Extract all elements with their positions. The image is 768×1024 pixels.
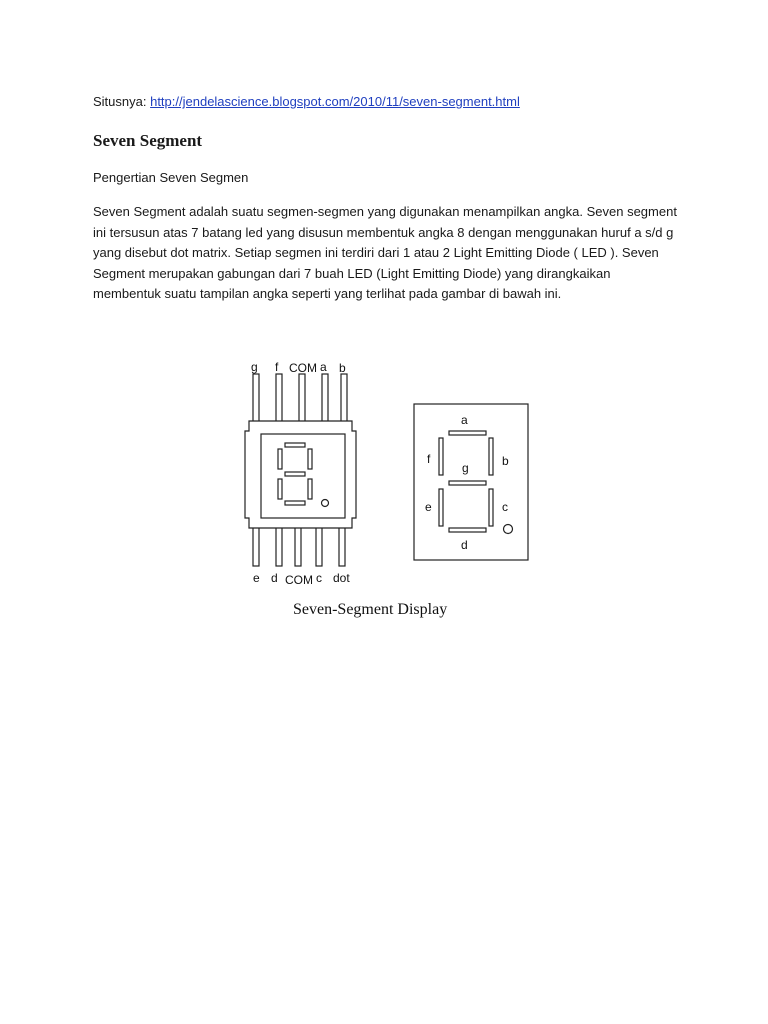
segment-label-e: e: [425, 500, 432, 514]
pin-label-top-f: f: [275, 360, 279, 374]
segment-d: [449, 528, 486, 532]
segment-g: [449, 481, 486, 485]
segment-label-b: b: [502, 454, 509, 468]
segment-label-f: f: [427, 452, 431, 466]
pin-label-top-b: b: [339, 361, 346, 375]
section-subtitle: Pengertian Seven Segmen: [93, 170, 249, 185]
paragraph-line: ini tersusun atas 7 batang led yang disusun membentuk angka 8 dengan menggunakan huruf a s/d g: [93, 224, 674, 240]
seven-segment-figure: [238, 352, 538, 622]
paragraph-line: yang disebut dot matrix. Setiap segmen ini terdiri dari 1 atau 2 Light Emitting Diode ( LED ). Seven: [93, 245, 659, 260]
pin-label-top-a: a: [320, 360, 327, 374]
pin-label-bottom-com: COM: [285, 573, 313, 587]
segment-g-small: [285, 472, 305, 476]
pin-label-bottom-d: d: [271, 571, 278, 585]
pin-g-top: [253, 374, 259, 422]
paragraph-line: Seven Segment adalah suatu segmen-segmen yang digunakan menampilkan angka. Seven segment: [93, 204, 677, 219]
segment-label-a: a: [461, 413, 468, 427]
pin-label-top-g: g: [251, 360, 258, 374]
segment-d-small: [285, 501, 305, 505]
pin-label-bottom-c: c: [316, 571, 322, 585]
pin-com-top: [299, 374, 305, 422]
pin-a-top: [322, 374, 328, 422]
seven-segment-diagram: [238, 352, 538, 622]
body-paragraph: [93, 202, 693, 305]
dot-small-icon: [322, 500, 329, 507]
pin-label-top-com: COM: [289, 361, 317, 375]
segment-b: [489, 438, 493, 475]
figure-caption: Seven-Segment Display: [293, 601, 448, 618]
segment-label-c: c: [502, 500, 508, 514]
pin-b-top: [341, 374, 347, 422]
segment-a: [449, 431, 486, 435]
pin-label-bottom-dot: dot: [333, 571, 350, 585]
segment-c: [489, 489, 493, 526]
segment-b-small: [308, 449, 312, 469]
pin-f-top: [276, 374, 282, 422]
paragraph-line: Segment merupakan gabungan dari 7 buah LED (Light Emitting Diode) yang dirangkaikan: [93, 265, 611, 281]
segment-f-small: [278, 449, 282, 469]
segment-e-small: [278, 479, 282, 499]
source-label: Situsnya:: [93, 94, 151, 109]
source-line: [93, 93, 520, 111]
segment-c-small: [308, 479, 312, 499]
pin-label-bottom-e: e: [253, 571, 260, 585]
segment-e: [439, 489, 443, 526]
page-title: Seven Segment: [93, 131, 203, 150]
segment-a-small: [285, 443, 305, 447]
source-link[interactable]: http://jendelascience.blogspot.com/2010/11/seven-segment.html: [150, 94, 520, 109]
segment-label-d: d: [461, 538, 468, 552]
paragraph-line: membentuk suatu tampilan angka seperti yang terlihat pada gambar di bawah ini.: [93, 286, 562, 301]
segment-label-g: g: [462, 461, 469, 475]
segment-f: [439, 438, 443, 475]
decimal-dot-icon: [504, 525, 513, 534]
